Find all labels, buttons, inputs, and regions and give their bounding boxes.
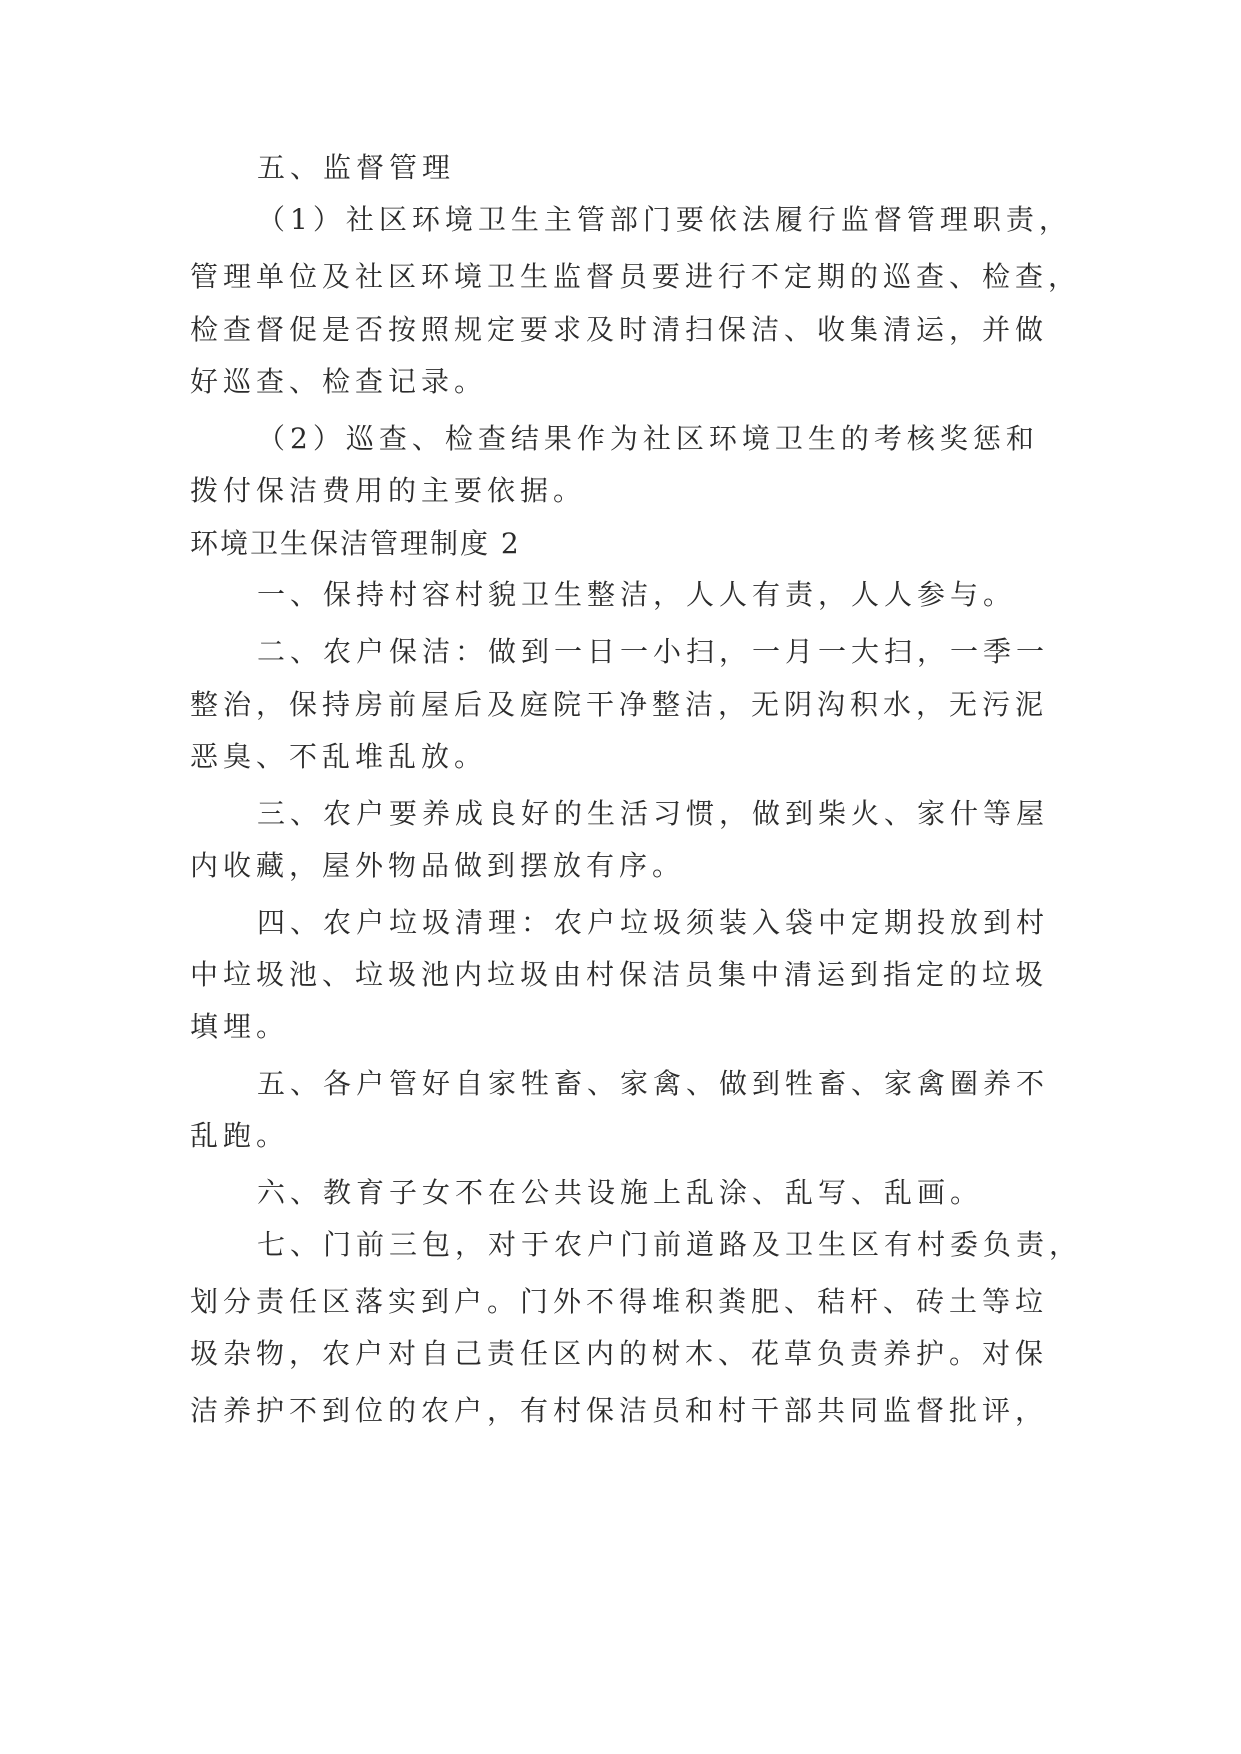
rule-line: 填埋。: [190, 1010, 290, 1043]
paragraph-line: （1）社区环境卫生主管部门要依法履行监督管理职责，: [257, 203, 1072, 236]
rule-line: 二、农户保洁：做到一日一小扫，一月一大扫，一季一: [257, 635, 1050, 668]
rule-line: 整治，保持房前屋后及庭院干净整洁，无阴沟积水，无污泥: [190, 688, 1049, 721]
rule-line: 洁养护不到位的农户，有村保洁员和村干部共同监督批评，: [190, 1394, 1049, 1427]
rule-line: 三、农户要养成良好的生活习惯，做到柴火、家什等屋: [257, 797, 1050, 830]
paragraph-line: 好巡查、检查记录。: [190, 365, 488, 398]
paragraph-line: 检查督促是否按照规定要求及时清扫保洁、收集清运，并做: [190, 313, 1049, 346]
rule-line: 乱跑。: [190, 1119, 290, 1152]
rule-line: 中垃圾池、垃圾池内垃圾由村保洁员集中清运到指定的垃圾: [190, 958, 1049, 991]
rule-line: 五、各户管好自家牲畜、家禽、做到牲畜、家禽圈养不: [257, 1067, 1050, 1100]
rule-line: 六、教育子女不在公共设施上乱涂、乱写、乱画。: [257, 1176, 984, 1209]
paragraph-line: （2）巡查、检查结果作为社区环境卫生的考核奖惩和: [257, 422, 1039, 455]
rule-line: 圾杂物，农户对自己责任区内的树木、花草负责养护。对保: [190, 1337, 1049, 1370]
rule-line: 内收藏，屋外物品做到摆放有序。: [190, 849, 686, 882]
document-title: 环境卫生保洁管理制度 2: [190, 527, 521, 560]
section-heading: 五、监督管理: [257, 151, 456, 184]
rule-line: 一、保持村容村貌卫生整洁，人人有责，人人参与。: [257, 578, 1017, 611]
rule-line: 划分责任区落实到户。门外不得堆积粪肥、秸杆、砖土等垃: [190, 1285, 1049, 1318]
paragraph-line: 拨付保洁费用的主要依据。: [190, 474, 587, 507]
rule-line: 四、农户垃圾清理：农户垃圾须装入袋中定期投放到村: [257, 906, 1050, 939]
paragraph-line: 管理单位及社区环境卫生监督员要进行不定期的巡查、检查，: [190, 260, 1082, 293]
rule-line: 恶臭、不乱堆乱放。: [190, 740, 488, 773]
rule-line: 七、门前三包，对于农户门前道路及卫生区有村委负责，: [257, 1228, 1083, 1261]
